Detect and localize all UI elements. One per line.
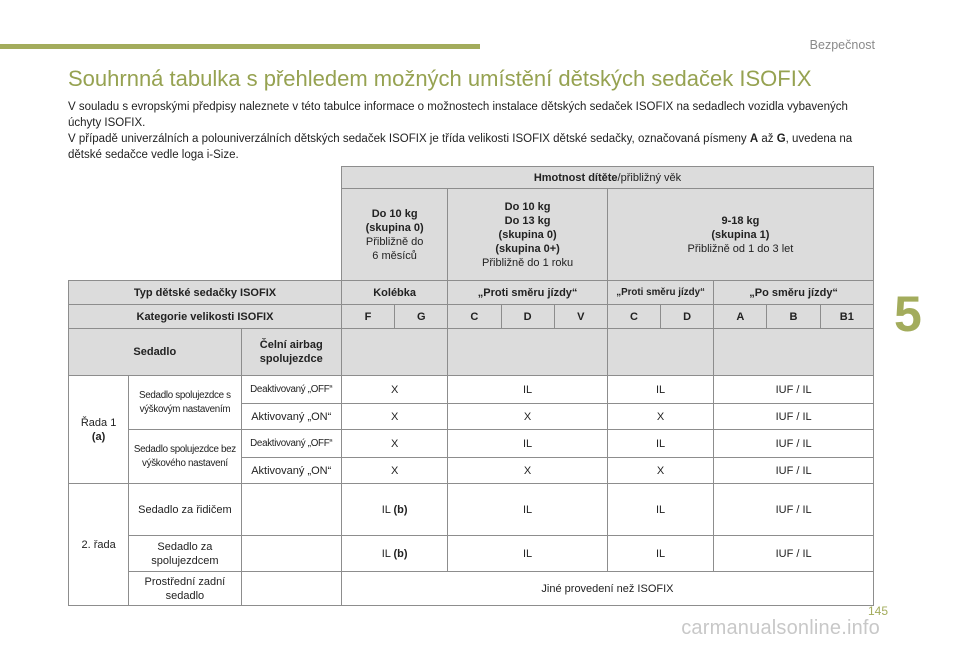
size-class: B <box>767 305 820 329</box>
row2-driver <box>69 484 874 536</box>
value-cell: IL (b) <box>341 484 447 536</box>
value-cell: IL <box>448 484 608 536</box>
section-name: Bezpečnost <box>809 38 875 52</box>
type-row <box>69 281 874 305</box>
size-class: F <box>341 305 394 329</box>
value-cell: X <box>448 404 608 430</box>
airbag-on: Aktivovaný „ON“ <box>241 458 341 484</box>
header-accent-bar <box>0 44 480 49</box>
intro-letter-a: A <box>749 133 759 145</box>
seat-passenger-no-height-adj: Sedadlo spolujezdce bez výškového nastavení <box>129 430 241 484</box>
seat-header-empty <box>714 329 874 376</box>
size-class: D <box>501 305 554 329</box>
group-1-cell: 9-18 kg (skupina 1) Přibližně od 1 do 3 let <box>607 189 873 281</box>
value-cell: IUF / IL <box>714 484 874 536</box>
value-cell: X <box>341 376 447 404</box>
size-class: D <box>661 305 714 329</box>
value-cell: IL <box>607 536 713 572</box>
type-label: Typ dětské sedačky ISOFIX <box>69 281 342 305</box>
chapter-number: 5 <box>894 286 922 342</box>
seat-rear-middle: Prostřední zadní sedadlo <box>129 572 241 606</box>
airbag-empty <box>241 536 341 572</box>
value-cell: IUF / IL <box>714 536 874 572</box>
value-cell: X <box>341 430 447 458</box>
weight-header-row <box>69 167 874 189</box>
intro-paragraph-2 <box>68 131 883 163</box>
watermark: carmanualsonline.info <box>681 617 880 639</box>
intro-p2-before: V případě univerzálních a polouniverzálních dětských sedaček ISOFIX je třída velikosti ISOFIX dětské sedačky, označovaná písmeny <box>68 133 750 145</box>
airbag-empty <box>241 572 341 606</box>
seat-header-empty <box>341 329 447 376</box>
intro-text <box>68 99 883 163</box>
size-class: A <box>714 305 767 329</box>
page-number: 145 <box>868 604 889 618</box>
value-cell: IL <box>607 376 713 404</box>
size-class: B1 <box>820 305 873 329</box>
value-cell: IL <box>448 430 608 458</box>
value-cell: IUF / IL <box>714 404 874 430</box>
value-cell: X <box>341 458 447 484</box>
type-rear-facing-1: „Proti směru jízdy“ <box>448 281 608 305</box>
seat-header: Sedadlo <box>69 329 242 376</box>
value-cell: X <box>607 404 713 430</box>
size-row <box>69 305 874 329</box>
intro-paragraph-1: V souladu s evropskými předpisy naleznete v této tabulce informace o možnostech instalace dětských sedaček ISOFIX na sedadlech vozidla vybavených úchyty ISOFIX. <box>68 101 848 129</box>
type-forward-facing: „Po směru jízdy“ <box>714 281 874 305</box>
size-class: C <box>448 305 501 329</box>
value-cell: X <box>341 404 447 430</box>
airbag-off: Deaktivovaný „OFF“ <box>241 430 341 458</box>
airbag-off: Deaktivovaný „OFF“ <box>241 376 341 404</box>
size-class: C <box>607 305 660 329</box>
group-0plus-cell: Do 10 kg Do 13 kg (skupina 0) (skupina 0+) Přibližně do 1 roku <box>448 189 608 281</box>
value-cell: IUF / IL <box>714 376 874 404</box>
size-class: G <box>395 305 448 329</box>
blank-corner <box>69 167 342 281</box>
row1-height-adj-off <box>69 376 874 404</box>
value-cell: IL <box>607 430 713 458</box>
size-label: Kategorie velikosti ISOFIX <box>69 305 342 329</box>
row1-label: Řada 1 (a) <box>69 376 129 484</box>
row2-label: 2. řada <box>69 484 129 606</box>
isofix-table <box>68 166 874 606</box>
seat-behind-passenger: Sedadlo za spolujezdcem <box>129 536 241 572</box>
row2-middle <box>69 572 874 606</box>
type-carrycot: Kolébka <box>341 281 447 305</box>
weight-header: Hmotnost dítěte/přibližný věk <box>341 167 873 189</box>
value-cell: IUF / IL <box>714 458 874 484</box>
size-class: V <box>554 305 607 329</box>
seat-header-row <box>69 329 874 376</box>
value-cell: IL <box>607 484 713 536</box>
value-cell: IL <box>448 376 608 404</box>
value-cell: X <box>448 458 608 484</box>
intro-p2-after: , uvedena na dětské sedačce vedle loga i-Size. <box>68 133 853 161</box>
airbag-on: Aktivovaný „ON“ <box>241 404 341 430</box>
seat-header-empty <box>448 329 608 376</box>
value-cell: IL (b) <box>341 536 447 572</box>
middle-seat-value: Jiné provedení než ISOFIX <box>341 572 873 606</box>
value-cell: IL <box>448 536 608 572</box>
row1-no-height-adj-off <box>69 430 874 458</box>
seat-passenger-height-adj: Sedadlo spolujezdce s výškovým nastavením <box>129 376 241 430</box>
seat-behind-driver: Sedadlo za řidičem <box>129 484 241 536</box>
type-rear-facing-2: „Proti směru jízdy“ <box>607 281 713 305</box>
airbag-header: Čelní airbag spolujezdce <box>241 329 341 376</box>
value-cell: X <box>607 458 713 484</box>
airbag-empty <box>241 484 341 536</box>
intro-letter-g: G <box>776 133 786 145</box>
group-0-cell: Do 10 kg (skupina 0) Přibližně do 6 měsíců <box>341 189 447 281</box>
page-title: Souhrnná tabulka s přehledem možných umístění dětských sedaček ISOFIX <box>68 66 812 91</box>
seat-header-empty <box>607 329 713 376</box>
value-cell: IUF / IL <box>714 430 874 458</box>
row2-passenger <box>69 536 874 572</box>
intro-p2-mid: až <box>758 133 777 145</box>
